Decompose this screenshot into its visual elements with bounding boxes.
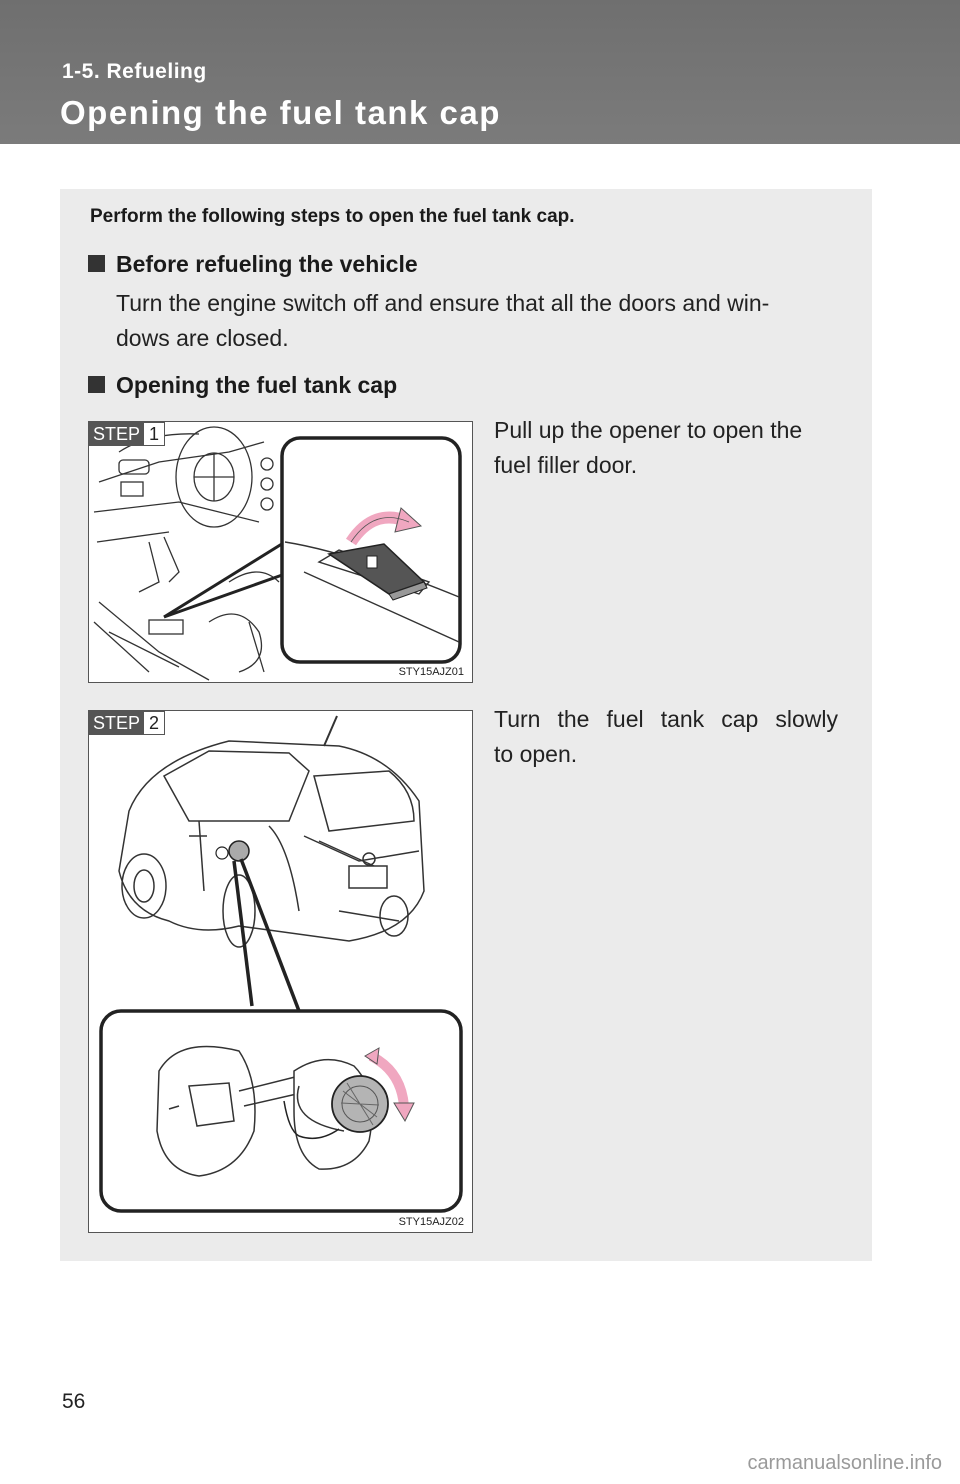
dashboard-opener-illustration	[89, 422, 473, 683]
intro-text: Perform the following steps to open the fuel tank cap.	[90, 206, 575, 227]
step-1-text	[494, 413, 838, 483]
square-bullet-icon	[88, 376, 105, 393]
step-2-line-2: to open.	[494, 741, 578, 767]
square-bullet-icon	[88, 255, 105, 272]
step-1-line-2: fuel filler door.	[494, 452, 638, 478]
section-label: 1-5. Refueling	[62, 60, 207, 83]
step-2-badge-label: STEP	[93, 713, 141, 733]
subheading-before-refueling	[88, 251, 418, 278]
subheading-opening-cap-text: Opening the fuel tank cap	[116, 372, 398, 398]
step-2-badge	[89, 711, 165, 735]
step-1-line-1: Pull up the opener to open the	[494, 417, 803, 443]
page-number: 56	[62, 1390, 86, 1413]
step-2-figure	[88, 710, 473, 1233]
step-1-badge-number: 1	[143, 422, 165, 446]
step-1-badge-label: STEP	[93, 424, 141, 444]
step-2-text	[494, 702, 838, 772]
step-2-badge-number: 2	[143, 711, 165, 735]
figure-code-1: STY15AJZ01	[398, 666, 464, 678]
page-title: Opening the fuel tank cap	[60, 94, 501, 131]
step-2-line-1: Turn the fuel tank cap slowly	[494, 706, 838, 732]
step-1-badge	[89, 422, 165, 446]
subheading-opening-cap	[88, 372, 397, 399]
step-1-figure	[88, 421, 473, 683]
section-header-bar	[0, 0, 960, 144]
subheading-before-refueling-text: Before refueling the vehicle	[116, 251, 418, 277]
figure-code-2: STY15AJZ02	[398, 1216, 464, 1228]
before-refueling-text	[116, 286, 769, 356]
watermark: carmanualsonline.info	[747, 1452, 942, 1474]
car-fuel-cap-illustration	[89, 711, 473, 1233]
before-refueling-line-2: dows are closed.	[116, 325, 289, 351]
before-refueling-line-1: Turn the engine switch off and ensure that all the doors and win-	[116, 290, 770, 316]
